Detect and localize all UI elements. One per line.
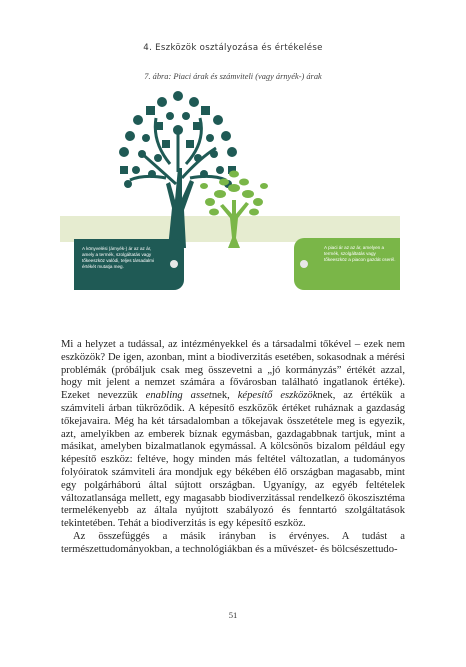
page-number: 51: [228, 610, 238, 620]
paragraph-2: Az összefüggés a másik irányban is érvényes. A tudást a természettudományokban, a technológiákban és a művészet- és bölcsészettudo-: [61, 530, 405, 555]
running-header: 4. Eszközök osztályozása és értékelése: [143, 43, 323, 53]
figure-caption: 7. ábra: Piaci árak és számviteli (vagy árnyék-) árak: [144, 72, 322, 81]
tree-figure: [60, 88, 400, 308]
market-price-text: A piaci ár az az ár, amelyen a termék, szolgáltatás vagy tőkeeszköz a piacon gazdát cserél.: [324, 245, 396, 262]
bullet-dot-icon: [170, 260, 178, 268]
paragraph-1: Mi a helyzet a tudással, az intézményekkel és a társadalmi tőkével – ezek nem eszközök? De igen, azonban, mint a biodiverzitás esetében, sokasodnak a mérési problémák (próbáljuk csak meg összevetni a „jó kormányzás” értékét azzal, hogy mit jelent a nemzet számára a fővárosban található ingatlanok értéke). Ezeket nevezzük enabling assetnek, képesítő eszközöknek, az értékük a számviteli árban tükröződik. A képesítő eszközök értéket ruháznak a gazdaság tőkejavaira. Még ha két társadalomban a tőkejavak összetétele meg is egyezik, azt, amelyikben az emberek bíznak egymásban, gazdagabbnak tartjuk, mint a másikat, amelyben bizalmatlanok egymással. A kölcsönös bizalom például egy képesítő eszköz: feltéve, hogy minden más feltétel változatlan, a tudományos folyóiratok számviteli ára mondjuk egy békében élő országban magasabb, mint egy polgárháború által sújtott országban. Ugyanígy, az egyéb feltételek változatlansága mellett, egy magasabb biodiverzitással rendelkező ökoszisztéma termelékenyebb az általa nyújtott szabályozó és fenntartó szolgáltatások tekintetében. Tehát a biodiverzitás is egy képesítő eszköz.: [61, 339, 405, 530]
shadow-price-text: A könyvelési (árnyék-) ár az az ár, amely a termék, szolgáltatás vagy tőkeeszköz valódi, teljes társadalmi értékét mutatja meg.: [82, 246, 155, 269]
bullet-dot-icon: [300, 260, 308, 268]
shadow-price-box: [74, 239, 184, 290]
body-text: [61, 339, 405, 557]
market-price-box: [294, 238, 400, 290]
